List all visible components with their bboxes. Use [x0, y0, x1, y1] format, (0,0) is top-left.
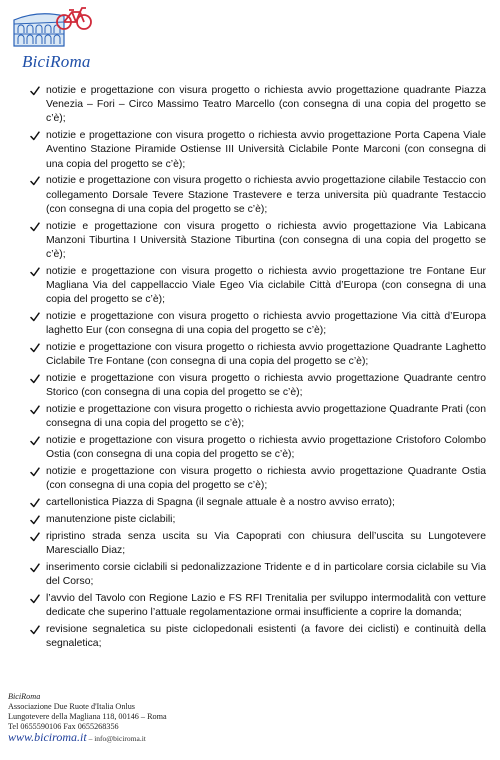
checkmark-icon: [30, 312, 40, 322]
list-item-text: cartellonistica Piazza di Spagna (il segnale attuale è a nostro avviso errato);: [46, 497, 395, 509]
list-item-text: notizie e progettazione con visura progetto o richiesta avvio progettazione Cristoforo Colombo Ostia (con consegna di una copia del progetto se c’è);: [46, 435, 486, 461]
list-item: [30, 530, 486, 558]
checkmark-icon: [30, 343, 40, 353]
footer-website-link[interactable]: www.biciroma.it: [8, 730, 87, 744]
colosseum-bicycle-icon: [8, 4, 94, 54]
list-item: [30, 372, 486, 400]
footer: [8, 692, 308, 744]
checkmark-icon: [30, 625, 40, 635]
list-item-text: notizie e progettazione con visura progetto o richiesta avvio progettazione Via città d’Europa laghetto Eur (con consegna di una copia del progetto se c’è);: [46, 311, 486, 337]
biciroma-logo: [8, 4, 94, 78]
list-item: [30, 513, 486, 527]
list-item-text: notizie e progettazione con visura progetto o richiesta avvio progettazione Quadrante Ostia (con consegna di una copia del progetto se c’è);: [46, 466, 486, 492]
checkmark-icon: [30, 374, 40, 384]
logo-text: BiciRoma: [22, 52, 91, 71]
list-item-text: manutenzione piste ciclabili;: [46, 513, 176, 525]
footer-brand: BiciRoma: [8, 692, 41, 701]
list-item: [30, 496, 486, 510]
list-item-text: notizie e progettazione con visura progetto o richiesta avvio progettazione Quadrante centro Storico (con consegna di una copia del progetto se c’è);: [46, 373, 486, 399]
footer-email: – info@biciroma.it: [86, 734, 146, 743]
list-item: [30, 84, 486, 127]
checkmark-icon: [30, 222, 40, 232]
list-item-text: revisione segnaletica su piste ciclopedonali esistenti (a favore dei ciclisti) e continuità della segnaletica;: [46, 623, 486, 649]
checkmark-icon: [30, 86, 40, 96]
checkmark-icon: [30, 515, 40, 525]
checkmark-icon: [30, 131, 40, 141]
list-item: [30, 403, 486, 431]
checkmark-icon: [30, 563, 40, 573]
list-item-text: notizie e progettazione con visura progetto o richiesta avvio progettazione quadrante Piazza Venezia – Fori – Circo Massimo Teatro Marcello (con consegna di una copia del progetto se c’è);: [46, 85, 486, 125]
list-item: [30, 592, 486, 620]
checkmark-icon: [30, 267, 40, 277]
checkmark-icon: [30, 532, 40, 542]
list-item-text: notizie e progettazione con visura progetto o richiesta avvio progettazione Quadrante Prati (con consegna di una copia del progetto se c’è);: [46, 404, 486, 430]
checkmark-icon: [30, 436, 40, 446]
list-item-text: notizie e progettazione con visura progetto o richiesta avvio progettazione Porta Capena Viale Aventino Stazione Piramide Ostiense III Università Ciclabile Ponte Marconi (con consegna di una copia del progetto se c’è);: [46, 130, 486, 170]
list-item: [30, 310, 486, 338]
list-item: [30, 265, 486, 308]
request-list: [30, 84, 486, 654]
list-item-text: inserimento corsie ciclabili si pedonalizzazione Tridente e d in particolare corsia ciclabile su Via del Corso;: [46, 561, 486, 587]
footer-address: Lungotevere della Magliana 118, 00146 – Roma: [8, 712, 167, 721]
list-item: [30, 465, 486, 493]
list-item: [30, 220, 486, 263]
footer-phone: Tel 0655590106 Fax 0655268356: [8, 722, 119, 731]
list-item-text: ripristino strada senza uscita su Via Capoprati con chiusura dell’uscita su Lungotevere Maresciallo Diaz;: [46, 530, 486, 556]
checkmark-icon: [30, 594, 40, 604]
list-item-text: notizie e progettazione con visura progetto o richiesta avvio progettazione Via Labicana Manzoni Tiburtina I Università Stazione Tiburtina (con consegna di una copia del progetto se c’è);: [46, 220, 486, 261]
list-item-text: l’avvio del Tavolo con Regione Lazio e FS RFI Trenitalia per sviluppo intermodalità con vetture dedicate che superino l’attuale regolamentazione ormai insufficiente a coprire la domanda;: [46, 592, 486, 618]
checkmark-icon: [30, 176, 40, 186]
list-item: [30, 129, 486, 172]
list-item: [30, 174, 486, 217]
footer-organization: Associazione Due Ruote d'Italia Onlus: [8, 702, 135, 711]
list-item-text: notizie e progettazione con visura progetto o richiesta avvio progettazione tre Fontane Eur Magliana Via del cappellaccio Viale Egeo Via ciclabile Città d’Europa (con consegna di una copia del progetto se c’è);: [46, 265, 486, 306]
list-item: [30, 623, 486, 651]
checkmark-icon: [30, 405, 40, 415]
list-item: [30, 561, 486, 589]
checkmark-icon: [30, 498, 40, 508]
list-item: [30, 434, 486, 462]
list-item: [30, 341, 486, 369]
list-item-text: notizie e progettazione con visura progetto o richiesta avvio progettazione cilabile Testaccio con collegamento Dorsale Tevere Stazione Trastevere e terza universita più quadrante Testaccio (con consegna di una copia del progetto se c’è);: [46, 175, 486, 215]
checkmark-icon: [30, 467, 40, 477]
list-item-text: notizie e progettazione con visura progetto o richiesta avvio progettazione Quadrante Laghetto Ciclabile Tre Fontane (con consegna di una copia del progetto se c’è);: [46, 342, 486, 368]
